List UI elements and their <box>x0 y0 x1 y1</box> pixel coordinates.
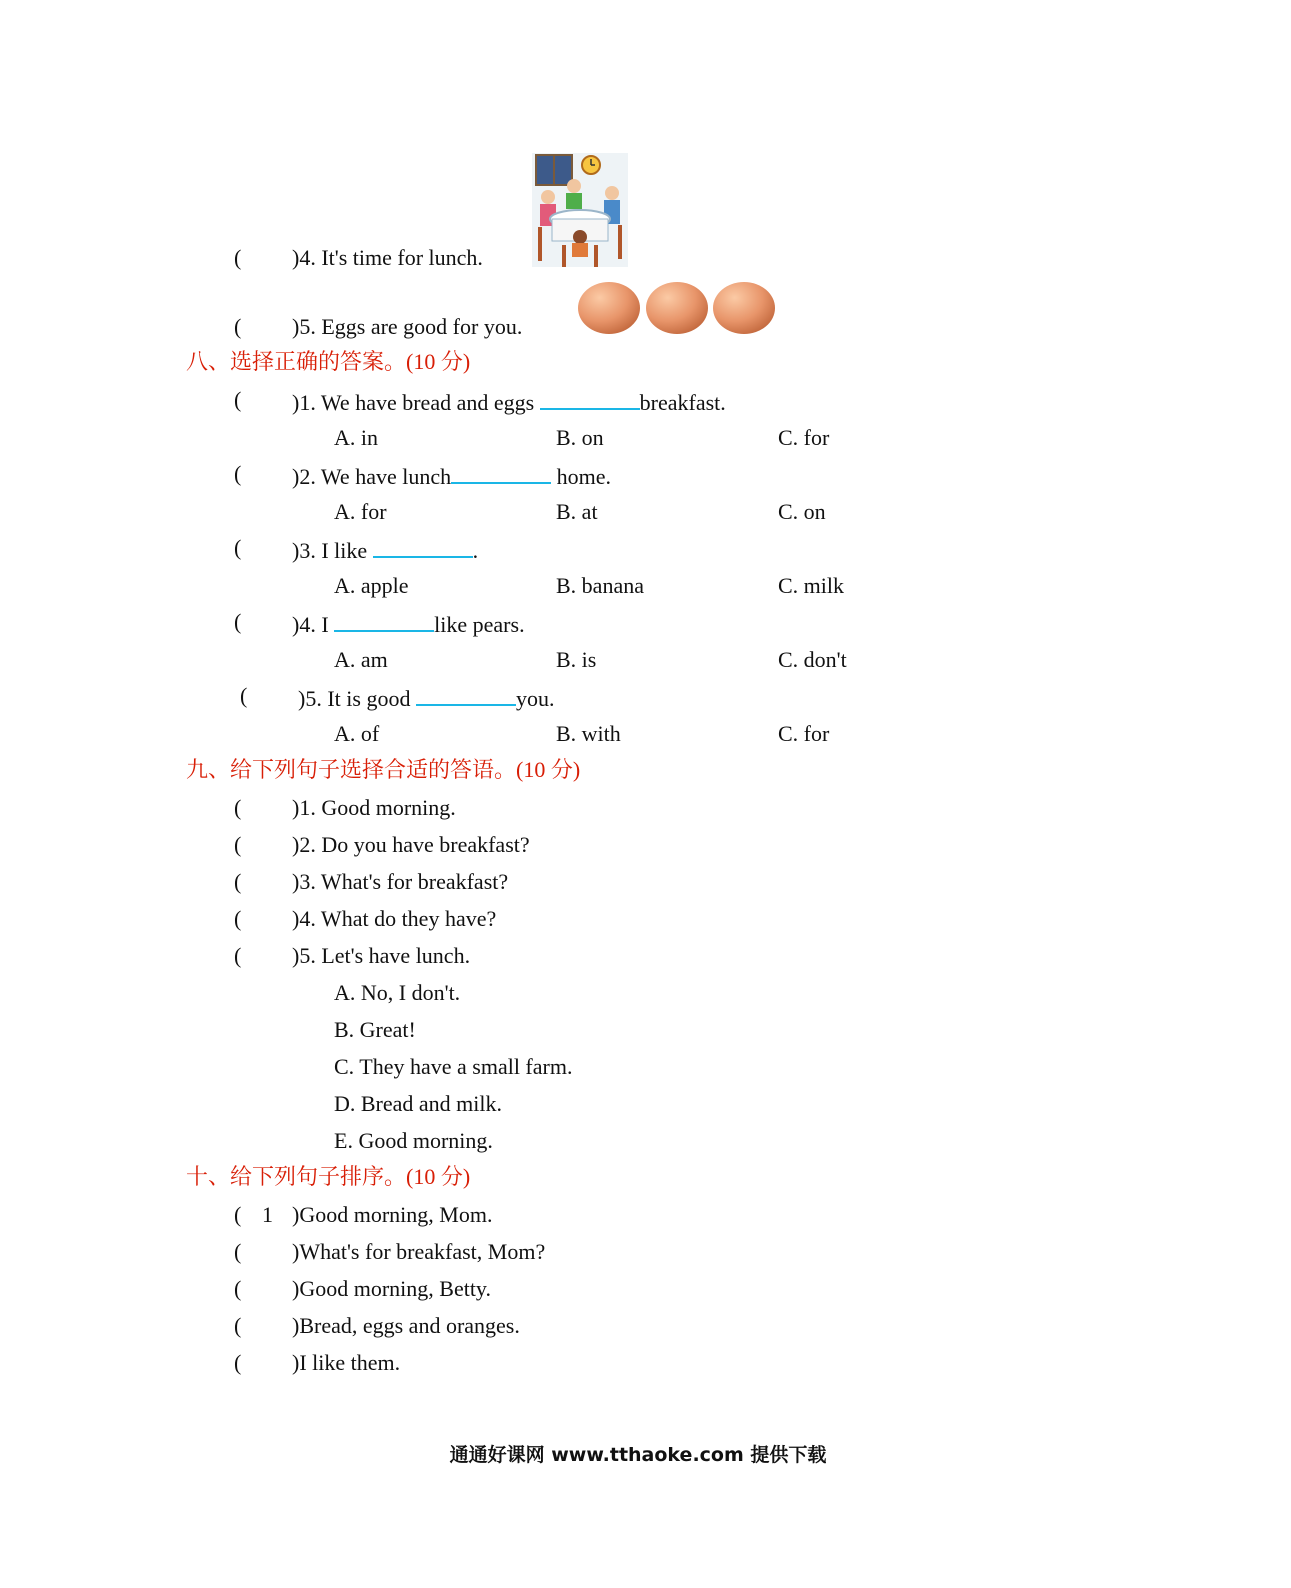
option-c[interactable]: C. milk <box>778 573 845 598</box>
question-text: )1. We have bread and eggs breakfast. <box>292 386 726 417</box>
answer-paren[interactable]: ( <box>234 314 242 339</box>
section8-heading: 八、选择正确的答案。(10 分) <box>186 349 471 374</box>
question-text: )4. I like pears. <box>292 608 525 639</box>
option-a[interactable]: A. in <box>334 425 378 450</box>
answer-choice: A. No, I don't. <box>334 980 461 1005</box>
answer-paren[interactable]: ( <box>234 1202 242 1227</box>
answer-choice: E. Good morning. <box>334 1128 493 1153</box>
filled-number: 1 <box>262 1202 273 1227</box>
section10-heading: 十、给下列句子排序。(10 分) <box>186 1164 471 1189</box>
question-text: )3. What's for breakfast? <box>292 869 509 894</box>
option-a[interactable]: A. apple <box>334 573 409 598</box>
answer-paren[interactable]: ( <box>234 795 242 820</box>
three-eggs-picture <box>577 280 777 336</box>
family-lunch-picture <box>532 153 628 267</box>
question-text: )5. Let's have lunch. <box>292 943 471 968</box>
sentence-text: )Bread, eggs and oranges. <box>292 1313 520 1338</box>
fill-blank[interactable] <box>540 386 640 410</box>
answer-choice: D. Bread and milk. <box>334 1091 503 1116</box>
answer-choice: C. They have a small farm. <box>334 1054 573 1079</box>
question-text: )5. Eggs are good for you. <box>292 314 523 339</box>
option-b[interactable]: B. with <box>556 721 621 746</box>
option-c[interactable]: C. for <box>778 425 830 450</box>
option-a[interactable]: A. for <box>334 499 387 524</box>
answer-paren[interactable]: ( <box>234 609 242 634</box>
question-text: )2. We have lunch home. <box>292 460 611 491</box>
answer-paren[interactable]: ( <box>234 869 242 894</box>
sentence-text: )Good morning, Mom. <box>292 1202 493 1227</box>
question-text: )4. It's time for lunch. <box>292 245 483 270</box>
fill-blank[interactable] <box>334 608 434 632</box>
option-b[interactable]: B. at <box>556 499 598 524</box>
option-c[interactable]: C. don't <box>778 647 847 672</box>
answer-paren[interactable]: ( <box>234 461 242 486</box>
answer-choice: B. Great! <box>334 1017 416 1042</box>
answer-paren[interactable]: ( <box>234 1350 242 1375</box>
option-a[interactable]: A. of <box>334 721 380 746</box>
fill-blank[interactable] <box>373 534 473 558</box>
answer-paren[interactable]: ( <box>234 387 242 412</box>
sentence-text: )Good morning, Betty. <box>292 1276 491 1301</box>
sentence-text: )What's for breakfast, Mom? <box>292 1239 546 1264</box>
question-text: )5. It is good you. <box>298 682 554 713</box>
option-b[interactable]: B. banana <box>556 573 644 598</box>
footer-source: 通通好课网 www.tthaoke.com 提供下载 <box>449 1444 827 1466</box>
answer-paren[interactable]: ( <box>234 832 242 857</box>
answer-paren[interactable]: ( <box>234 906 242 931</box>
answer-paren[interactable]: ( <box>234 535 242 560</box>
question-text: )1. Good morning. <box>292 795 456 820</box>
fill-blank[interactable] <box>451 460 551 484</box>
answer-paren[interactable]: ( <box>234 1276 242 1301</box>
option-b[interactable]: B. on <box>556 425 604 450</box>
question-text: )2. Do you have breakfast? <box>292 832 530 857</box>
answer-paren[interactable]: ( <box>234 1239 242 1264</box>
option-c[interactable]: C. on <box>778 499 826 524</box>
answer-paren[interactable]: ( <box>234 943 242 968</box>
answer-paren[interactable]: ( <box>240 683 248 708</box>
option-b[interactable]: B. is <box>556 647 597 672</box>
fill-blank[interactable] <box>416 682 516 706</box>
option-c[interactable]: C. for <box>778 721 830 746</box>
option-a[interactable]: A. am <box>334 647 388 672</box>
question-text: )4. What do they have? <box>292 906 497 931</box>
question-text: )3. I like . <box>292 534 478 565</box>
sentence-text: )I like them. <box>292 1350 401 1375</box>
answer-paren[interactable]: ( <box>234 1313 242 1338</box>
section9-heading: 九、给下列句子选择合适的答语。(10 分) <box>186 757 581 782</box>
answer-paren[interactable]: ( <box>234 245 242 270</box>
